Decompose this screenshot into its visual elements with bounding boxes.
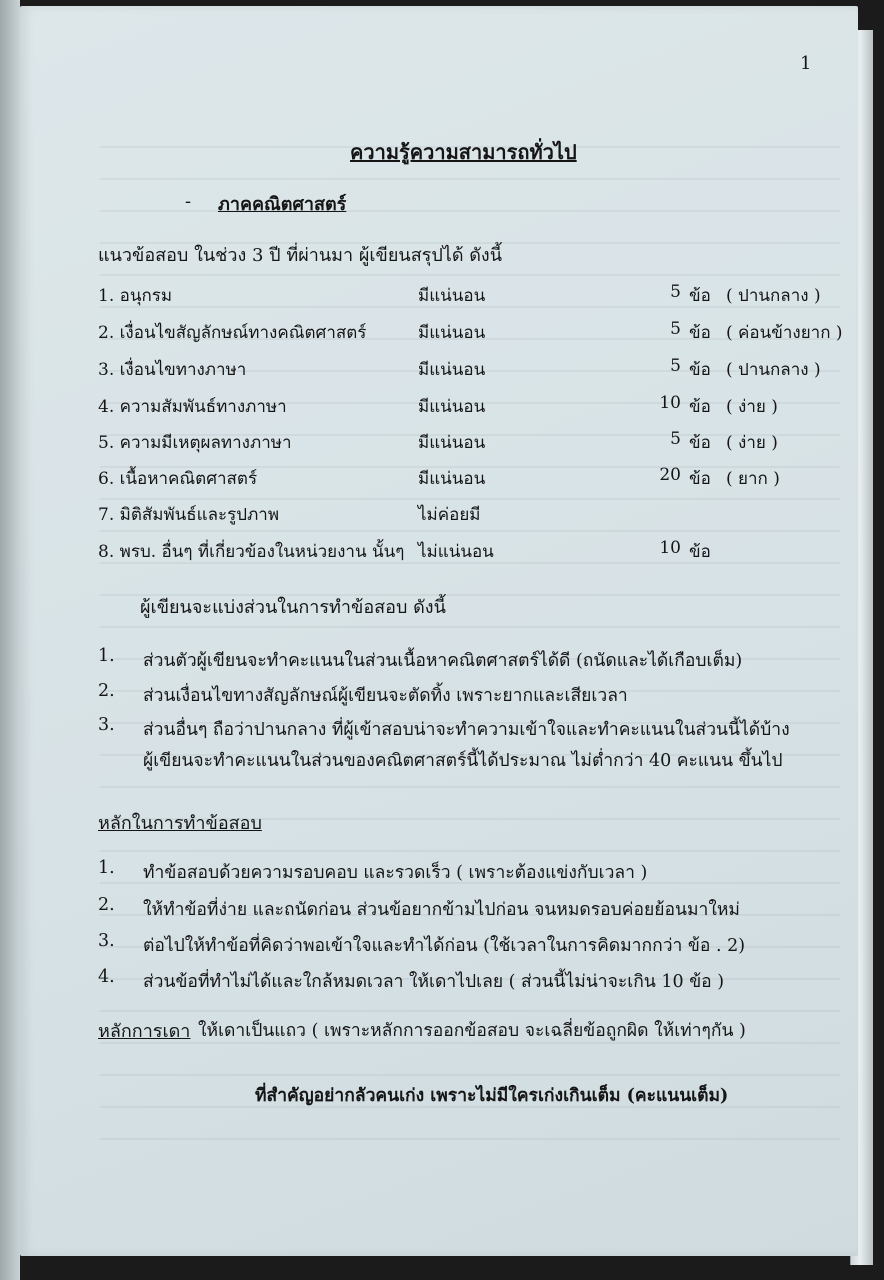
intro-text: แนวข้อสอบ ในช่วง 3 ปี ที่ผ่านมา ผู้เขียนสรุปได้ ดังนี้ <box>98 245 503 266</box>
topic-status: มีแน่นอน <box>418 469 486 489</box>
topic-difficulty: ( ยาก ) <box>726 469 780 489</box>
plan-item-text: ส่วนตัวผู้เขียนจะทำคะแนนในส่วนเนื้อหาคณิตศาสตร์ได้ดี (ถนัดและได้เกือบเต็ม) <box>143 651 743 671</box>
topic-unit: ข้อ <box>689 360 711 380</box>
topic-unit: ข้อ <box>689 286 711 306</box>
guess-heading: หลักการเดา <box>98 1021 191 1042</box>
topic-status: ไม่ค่อยมี <box>418 505 481 525</box>
topic-count: 5 <box>670 319 681 339</box>
document-page <box>20 6 858 1256</box>
topic-status: มีแน่นอน <box>418 360 486 380</box>
topic-unit: ข้อ <box>689 397 711 417</box>
topic-count: 5 <box>670 429 681 449</box>
page-title: ความรู้ความสามารถทั่วไป <box>350 140 577 164</box>
principle-item-number: 4. <box>98 967 115 987</box>
principle-item-number: 3. <box>98 931 115 951</box>
plan-item-text: ส่วนเงื่อนไขทางสัญลักษณ์ผู้เขียนจะตัดทิ้ง เพราะยากและเสียเวลา <box>143 686 628 706</box>
section-heading: ภาคคณิตศาสตร์ <box>218 194 347 215</box>
topic-label: 5. ความมีเหตุผลทางภาษา <box>98 433 292 453</box>
topic-count: 20 <box>659 465 681 485</box>
section-dash: - <box>185 191 192 212</box>
topic-difficulty: ( ปานกลาง ) <box>726 360 821 380</box>
topic-label: 4. ความสัมพันธ์ทางภาษา <box>98 397 287 417</box>
plan-item-text: ส่วนอื่นๆ ถือว่าปานกลาง ที่ผู้เข้าสอบน่าจะทำความเข้าใจและทำคะแนนในส่วนนี้ได้บ้าง <box>143 720 790 740</box>
topic-difficulty: ( ปานกลาง ) <box>726 286 821 306</box>
topic-row <box>98 429 858 457</box>
plan-item-number: 3. <box>98 715 115 735</box>
topic-label: 6. เนื้อหาคณิตศาสตร์ <box>98 469 258 489</box>
topic-status: มีแน่นอน <box>418 286 486 306</box>
plan-item-number: 2. <box>98 681 115 701</box>
plan-intro: ผู้เขียนจะแบ่งส่วนในการทำข้อสอบ ดังนี้ <box>140 597 446 618</box>
principle-item-text: ทำข้อสอบด้วยความรอบคอบ และรวดเร็ว ( เพราะต้องแข่งกับเวลา ) <box>143 863 648 883</box>
topic-count: 10 <box>659 393 681 413</box>
topic-status: มีแน่นอน <box>418 433 486 453</box>
page-number: 1 <box>800 53 812 74</box>
guess-text: ให้เดาเป็นแถว ( เพราะหลักการออกข้อสอบ จะเฉลี่ยข้อถูกผิด ให้เท่าๆกัน ) <box>198 1021 746 1041</box>
topic-unit: ข้อ <box>689 433 711 453</box>
closing-statement: ที่สำคัญอย่ากลัวคนเก่ง เพราะไม่มีใครเก่งเกินเต็ม (คะแนนเต็ม) <box>255 1086 729 1106</box>
topic-difficulty: ( ง่าย ) <box>726 397 778 417</box>
principle-item-number: 2. <box>98 895 115 915</box>
topic-row <box>98 282 858 310</box>
topic-label: 8. พรบ. อื่นๆ ที่เกี่ยวข้องในหน่วยงาน นั้นๆ <box>98 542 405 562</box>
topic-unit: ข้อ <box>689 469 711 489</box>
bleed-through-texture <box>100 116 840 1166</box>
topic-difficulty: ( ค่อนข้างยาก ) <box>726 323 843 343</box>
principles-heading: หลักในการทำข้อสอบ <box>98 813 262 834</box>
plan-item-number: 1. <box>98 646 115 666</box>
topic-unit: ข้อ <box>689 542 711 562</box>
topic-count: 5 <box>670 356 681 376</box>
topic-count: 5 <box>670 282 681 302</box>
topic-row <box>98 501 858 529</box>
principle-item-text: ส่วนข้อที่ทำไม่ได้และใกล้หมดเวลา ให้เดาไปเลย ( ส่วนนี้ไม่น่าจะเกิน 10 ข้อ ) <box>143 972 725 992</box>
topic-label: 1. อนุกรม <box>98 286 173 306</box>
plan-continuation: ผู้เขียนจะทำคะแนนในส่วนของคณิตศาสตร์นี้ได้ประมาณ ไม่ต่ำกว่า 40 คะแนน ขึ้นไป <box>143 751 783 771</box>
topic-row <box>98 465 858 493</box>
topic-difficulty: ( ง่าย ) <box>726 433 778 453</box>
topic-label: 3. เงื่อนไขทางภาษา <box>98 360 247 380</box>
topic-status: มีแน่นอน <box>418 323 486 343</box>
topic-count: 10 <box>659 538 681 558</box>
topic-row <box>98 538 858 566</box>
book-spine-shadow <box>0 0 20 1280</box>
topic-row <box>98 393 858 421</box>
topic-row <box>98 319 858 347</box>
topic-label: 2. เงื่อนไขสัญลักษณ์ทางคณิตศาสตร์ <box>98 323 367 343</box>
topic-row <box>98 356 858 384</box>
principle-item-number: 1. <box>98 858 115 878</box>
principle-item-text: ให้ทำข้อที่ง่าย และถนัดก่อน ส่วนข้อยากข้ามไปก่อน จนหมดรอบค่อยย้อนมาใหม่ <box>143 900 740 920</box>
principle-item-text: ต่อไปให้ทำข้อที่คิดว่าพอเข้าใจและทำได้ก่อน (ใช้เวลาในการคิดมากกว่า ข้อ . 2) <box>143 936 746 956</box>
topic-status: มีแน่นอน <box>418 397 486 417</box>
topic-label: 7. มิติสัมพันธ์และรูปภาพ <box>98 505 280 525</box>
topic-unit: ข้อ <box>689 323 711 343</box>
topic-status: ไม่แน่นอน <box>418 542 494 562</box>
